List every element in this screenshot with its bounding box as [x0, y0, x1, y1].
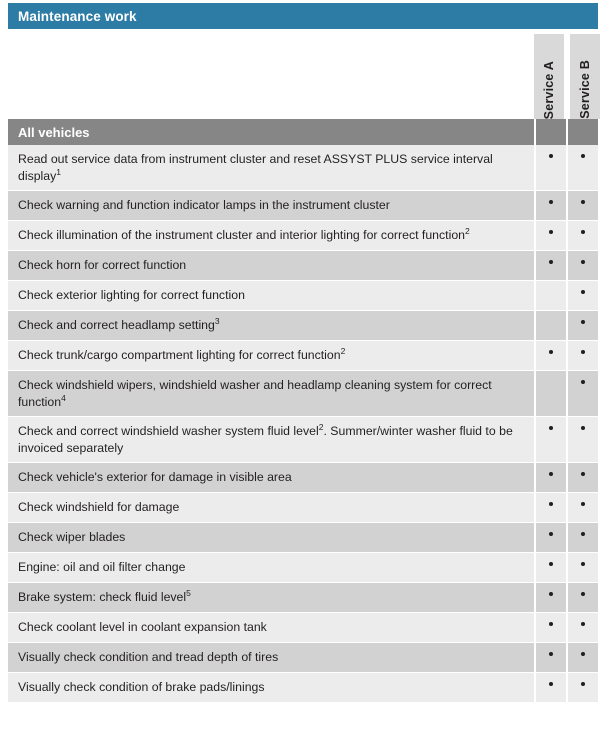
row-cell-service-b [568, 417, 598, 462]
table-row [8, 221, 598, 251]
table-row [8, 417, 598, 463]
column-header-service-b-label: Service B [578, 60, 592, 119]
row-cell-service-a [536, 583, 566, 612]
bullet-dot-icon [581, 472, 585, 476]
row-cell-service-a [536, 371, 566, 416]
row-label: Check horn for correct function [8, 251, 534, 280]
row-cell-service-a [536, 613, 566, 642]
bullet-dot-icon [581, 532, 585, 536]
bullet-dot-icon [549, 562, 553, 566]
table-row [8, 251, 598, 281]
row-cell-service-a [536, 341, 566, 370]
row-cell-service-b [568, 523, 598, 552]
bullet-dot-icon [549, 230, 553, 234]
row-label: Check vehicle's exterior for damage in visible area [8, 463, 534, 492]
row-label: Visually check condition of brake pads/linings [8, 673, 534, 702]
bullet-dot-icon [549, 200, 553, 204]
row-cell-service-b [568, 281, 598, 310]
row-cell-service-a [536, 493, 566, 522]
row-cell-service-b [568, 311, 598, 340]
row-cell-service-b [568, 493, 598, 522]
row-cell-service-b [568, 613, 598, 642]
bullet-dot-icon [581, 682, 585, 686]
row-cell-service-b [568, 673, 598, 702]
bullet-dot-icon [549, 472, 553, 476]
footnote-marker: 5 [186, 587, 191, 598]
table-title-bar [8, 3, 598, 29]
table-row [8, 643, 598, 673]
bullet-dot-icon [581, 502, 585, 506]
table-row [8, 523, 598, 553]
row-label: Read out service data from instrument cluster and reset ASSYST PLUS service interval display$^1$ [8, 145, 534, 190]
row-cell-service-b [568, 583, 598, 612]
row-cell-service-b [568, 553, 598, 582]
bullet-dot-icon [581, 320, 585, 324]
footnote-marker: 1 [56, 166, 62, 177]
row-cell-service-a [536, 221, 566, 250]
section-header-label: All vehicles [8, 119, 534, 145]
table-row [8, 341, 598, 371]
row-cell-service-a [536, 643, 566, 672]
bullet-dot-icon [549, 652, 553, 656]
row-label: Check illumination of the instrument cluster and interior lighting for correct function$^2$ [8, 221, 534, 250]
bullet-dot-icon [581, 260, 585, 264]
bullet-dot-icon [549, 426, 553, 430]
row-cell-service-a [536, 251, 566, 280]
bullet-dot-icon [549, 350, 553, 354]
row-cell-service-a [536, 553, 566, 582]
bullet-dot-icon [549, 260, 553, 264]
bullet-dot-icon [581, 350, 585, 354]
table-row [8, 673, 598, 703]
row-cell-service-a [536, 417, 566, 462]
table-row [8, 191, 598, 221]
row-cell-service-a [536, 463, 566, 492]
bullet-dot-icon [549, 532, 553, 536]
row-cell-service-a [536, 311, 566, 340]
bullet-dot-icon [549, 154, 553, 158]
row-cell-service-a [536, 191, 566, 220]
table-row [8, 463, 598, 493]
bullet-dot-icon [581, 426, 585, 430]
bullet-dot-icon [581, 652, 585, 656]
row-cell-service-b [568, 643, 598, 672]
row-label: Check windshield wipers, windshield washer and headlamp cleaning system for correct function$^4$ [8, 371, 534, 416]
bullet-dot-icon [581, 592, 585, 596]
bullet-dot-icon [549, 592, 553, 596]
row-cell-service-a [536, 523, 566, 552]
bullet-dot-icon [581, 154, 585, 158]
row-cell-service-b [568, 463, 598, 492]
table-row [8, 145, 598, 191]
column-header-service-b [570, 34, 600, 119]
table-row [8, 553, 598, 583]
row-cell-service-a [536, 673, 566, 702]
row-cell-service-b [568, 145, 598, 190]
row-label: Check and correct windshield washer system fluid level$^2$. Summer/winter washer fluid to be invoiced separately [8, 417, 534, 462]
table-title: Maintenance work [18, 8, 137, 24]
row-label: Engine: oil and oil filter change [8, 553, 534, 582]
footnote-marker: 2 [318, 421, 324, 432]
row-cell-service-b [568, 371, 598, 416]
footnote-marker: 3 [214, 315, 220, 326]
footnote-marker: 2 [465, 225, 470, 236]
table-row [8, 311, 598, 341]
row-label: Brake system: check fluid level$^5$ [8, 583, 534, 612]
section-header-all-vehicles [8, 119, 598, 145]
table-row [8, 493, 598, 523]
bullet-dot-icon [581, 200, 585, 204]
row-label: Check warning and function indicator lamps in the instrument cluster [8, 191, 534, 220]
row-label: Check wiper blades [8, 523, 534, 552]
column-header-service-a-label: Service A [542, 60, 556, 119]
row-label: Check exterior lighting for correct function [8, 281, 534, 310]
row-label: Check coolant level in coolant expansion tank [8, 613, 534, 642]
bullet-dot-icon [549, 502, 553, 506]
row-label: Visually check condition and tread depth of tires [8, 643, 534, 672]
section-header-cell-service-a [536, 119, 566, 145]
table-row [8, 583, 598, 613]
bullet-dot-icon [581, 380, 585, 384]
bullet-dot-icon [549, 622, 553, 626]
row-cell-service-b [568, 191, 598, 220]
row-cell-service-a [536, 281, 566, 310]
footnote-marker: 4 [61, 392, 66, 403]
section-header-cell-service-b [568, 119, 598, 145]
row-cell-service-b [568, 221, 598, 250]
row-label: Check and correct headlamp setting$^3$ [8, 311, 534, 340]
table-row [8, 613, 598, 643]
bullet-dot-icon [581, 622, 585, 626]
bullet-dot-icon [581, 290, 585, 294]
column-header-service-a [534, 34, 564, 119]
row-label: Check trunk/cargo compartment lighting for correct function$^2$ [8, 341, 534, 370]
row-label: Check windshield for damage [8, 493, 534, 522]
table-row [8, 281, 598, 311]
bullet-dot-icon [581, 562, 585, 566]
row-cell-service-b [568, 341, 598, 370]
row-cell-service-b [568, 251, 598, 280]
bullet-dot-icon [549, 682, 553, 686]
table-body [8, 145, 598, 703]
footnote-marker: 2 [340, 345, 346, 356]
row-cell-service-a [536, 145, 566, 190]
bullet-dot-icon [581, 230, 585, 234]
table-row [8, 371, 598, 417]
